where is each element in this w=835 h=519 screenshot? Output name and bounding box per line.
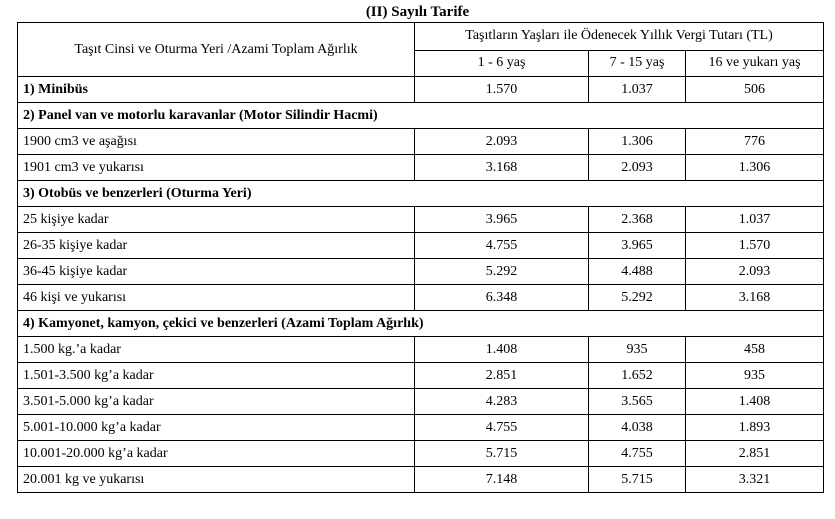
tax-value-cell: 3.965 — [589, 233, 686, 259]
tax-value-cell: 5.715 — [589, 467, 686, 493]
row-label: 36-45 kişiye kadar — [18, 259, 415, 285]
row-label: 26-35 kişiye kadar — [18, 233, 415, 259]
table-row — [18, 441, 824, 467]
age-col-header-3: 16 ve yukarı yaş — [686, 50, 824, 77]
table-row — [18, 207, 824, 233]
row-label: 20.001 kg ve yukarısı — [18, 467, 415, 493]
row-label: 1.500 kg.’a kadar — [18, 337, 415, 363]
tax-value-cell: 1.570 — [415, 77, 589, 103]
tax-value-cell: 506 — [686, 77, 824, 103]
tax-value-cell: 4.283 — [415, 389, 589, 415]
table-row — [18, 129, 824, 155]
section-label: 2) Panel van ve motorlu karavanlar (Motor Silindir Hacmi) — [18, 103, 824, 129]
age-col-header-1: 1 - 6 yaş — [415, 50, 589, 77]
row-label: 1900 cm3 ve aşağısı — [18, 129, 415, 155]
tax-value-cell: 3.565 — [589, 389, 686, 415]
section-label: 3) Otobüs ve benzerleri (Oturma Yeri) — [18, 181, 824, 207]
table-row — [18, 415, 824, 441]
tax-value-cell: 776 — [686, 129, 824, 155]
section-label: 1) Minibüs — [18, 77, 415, 103]
table-row — [18, 285, 824, 311]
table-row — [18, 155, 824, 181]
section-row — [18, 103, 824, 129]
tax-value-cell: 4.488 — [589, 259, 686, 285]
tax-value-cell: 3.965 — [415, 207, 589, 233]
row-label: 46 kişi ve yukarısı — [18, 285, 415, 311]
section-label: 4) Kamyonet, kamyon, çekici ve benzerleri (Azami Toplam Ağırlık) — [18, 311, 824, 337]
section-row — [18, 77, 824, 103]
tax-value-cell: 1.408 — [415, 337, 589, 363]
tax-value-cell: 4.038 — [589, 415, 686, 441]
tax-value-cell: 1.306 — [686, 155, 824, 181]
tax-value-cell: 1.652 — [589, 363, 686, 389]
tax-value-cell: 4.755 — [589, 441, 686, 467]
tax-value-cell: 5.715 — [415, 441, 589, 467]
table-row — [18, 467, 824, 493]
tax-value-cell: 5.292 — [415, 259, 589, 285]
tax-value-cell: 3.168 — [686, 285, 824, 311]
tax-value-cell: 2.093 — [415, 129, 589, 155]
table-row — [18, 233, 824, 259]
table-row — [18, 363, 824, 389]
age-col-header-2: 7 - 15 yaş — [589, 50, 686, 77]
table-row — [18, 259, 824, 285]
tax-value-cell: 7.148 — [415, 467, 589, 493]
tax-value-cell: 5.292 — [589, 285, 686, 311]
tax-value-cell: 2.368 — [589, 207, 686, 233]
tax-value-cell: 2.093 — [589, 155, 686, 181]
tax-value-cell: 2.093 — [686, 259, 824, 285]
row-label: 25 kişiye kadar — [18, 207, 415, 233]
tax-value-cell: 3.168 — [415, 155, 589, 181]
tax-value-cell: 4.755 — [415, 415, 589, 441]
tax-value-cell: 1.570 — [686, 233, 824, 259]
row-label: 1.501-3.500 kg’a kadar — [18, 363, 415, 389]
tax-value-cell: 458 — [686, 337, 824, 363]
tax-value-cell: 935 — [686, 363, 824, 389]
tax-value-cell: 4.755 — [415, 233, 589, 259]
table-row — [18, 389, 824, 415]
row-label: 3.501-5.000 kg’a kadar — [18, 389, 415, 415]
vehicle-type-header: Taşıt Cinsi ve Oturma Yeri /Azami Toplam Ağırlık — [18, 23, 415, 77]
age-group-header: Taşıtların Yaşları ile Ödenecek Yıllık Vergi Tutarı (TL) — [415, 23, 824, 51]
tax-value-cell: 6.348 — [415, 285, 589, 311]
row-label: 5.001-10.000 kg’a kadar — [18, 415, 415, 441]
table-title: (II) Sayılı Tarife — [365, 4, 470, 20]
tax-value-cell: 1.037 — [589, 77, 686, 103]
section-row — [18, 181, 824, 207]
tariff-table — [17, 22, 824, 493]
section-row — [18, 311, 824, 337]
row-label: 1901 cm3 ve yukarısı — [18, 155, 415, 181]
tax-value-cell: 2.851 — [686, 441, 824, 467]
tariff-body — [18, 77, 824, 493]
row-label: 10.001-20.000 kg’a kadar — [18, 441, 415, 467]
tax-value-cell: 1.306 — [589, 129, 686, 155]
tax-value-cell: 1.037 — [686, 207, 824, 233]
tax-value-cell: 1.408 — [686, 389, 824, 415]
tax-value-cell: 935 — [589, 337, 686, 363]
tax-value-cell: 1.893 — [686, 415, 824, 441]
table-row — [18, 337, 824, 363]
tax-value-cell: 2.851 — [415, 363, 589, 389]
tax-value-cell: 3.321 — [686, 467, 824, 493]
